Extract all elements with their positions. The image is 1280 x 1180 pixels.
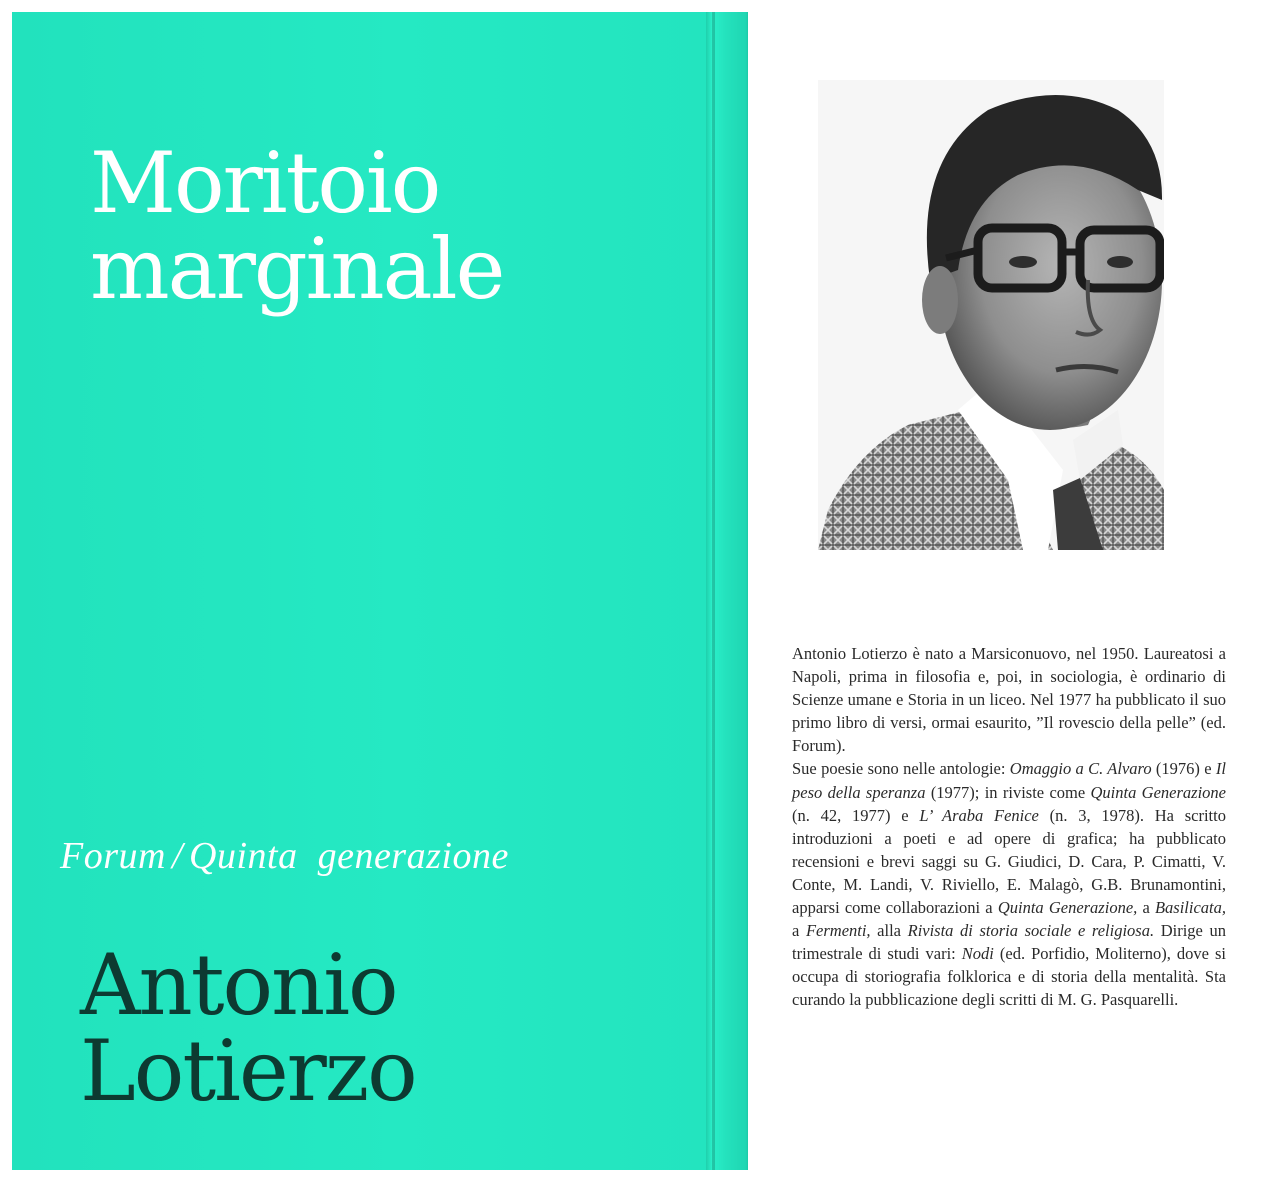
author-first-name: Antonio [80, 936, 397, 1034]
book-title-line-1: Moritoio [90, 134, 440, 232]
book-title [90, 134, 504, 318]
front-cover [12, 12, 714, 1170]
bio-title-ref: Fermenti, [805, 921, 871, 941]
bio-text: (n. 42, 1977) e [792, 805, 920, 825]
bio-text: a [792, 921, 806, 941]
bio-text: a [1137, 898, 1155, 918]
author-portrait [818, 80, 1164, 550]
author-biography [792, 642, 1226, 1012]
bio-title-ref: L’ Araba Fenice [919, 805, 1039, 825]
bio-text: Dirige un trimestrale di studi vari: [792, 921, 1226, 964]
bio-text: (ed. Porfidio, Moliterno), dove si occupa di storiografia folklorica e di storia della mentalità. Sta curando la pubblicazione degli scritti di M. G. Pasquarelli. [792, 944, 1227, 1010]
author-name [80, 936, 416, 1120]
series-publisher: Forum [60, 835, 166, 877]
bio-text: (1977); in riviste come [925, 782, 1091, 802]
series-line [60, 834, 509, 878]
author-portrait-illustration [818, 80, 1164, 550]
bio-title-ref: Nodi [961, 944, 994, 964]
bio-title-ref: Rivista di storia sociale e religiosa. [907, 921, 1155, 941]
book-title-line-2: marginale [90, 220, 504, 318]
bio-title-ref: Il peso della speranza [792, 759, 1226, 802]
bio-title-ref: Quinta Generazione [1090, 782, 1226, 802]
bio-text: (1976) e [1151, 759, 1216, 779]
author-last-name: Lotierzo [80, 1022, 416, 1120]
bio-paragraph-1: Antonio Lotierzo è nato a Marsiconuovo, nel 1950. Laureatosi a Napoli, prima in filosofia e, poi, in sociologia, è ordinario di Scienze umane e Storia in un liceo. Nel 1977 ha pubblicato il suo primo libro di versi, ormai esaurito, ”Il rovescio della pelle” (ed. Forum). [792, 644, 1226, 756]
bio-text: (n. 3, 1978). Ha scritto introduzioni a poeti e ad opere di grafica; ha pubblicato recensioni e brevi saggi su G. Giudici, D. Cara, P. Cimatti, V. Conte, M. Landi, V. Riviello, E. Malagò, G.B. Brunamontini, apparsi come collaborazioni a [792, 805, 1226, 918]
bio-text: Sue poesie sono nelle antologie: [792, 759, 1010, 779]
bio-text: alla [870, 921, 908, 941]
series-name: Quinta generazione [189, 835, 509, 877]
bio-title-ref: Omaggio a C. Alvaro [1009, 759, 1152, 779]
bio-title-ref: Quinta Generazione, [997, 898, 1138, 918]
spine-crease [712, 12, 715, 1170]
bio-title-ref: Basilicata, [1154, 898, 1226, 918]
series-separator: / [171, 835, 184, 877]
bio-paragraph-2 [792, 757, 1226, 1011]
